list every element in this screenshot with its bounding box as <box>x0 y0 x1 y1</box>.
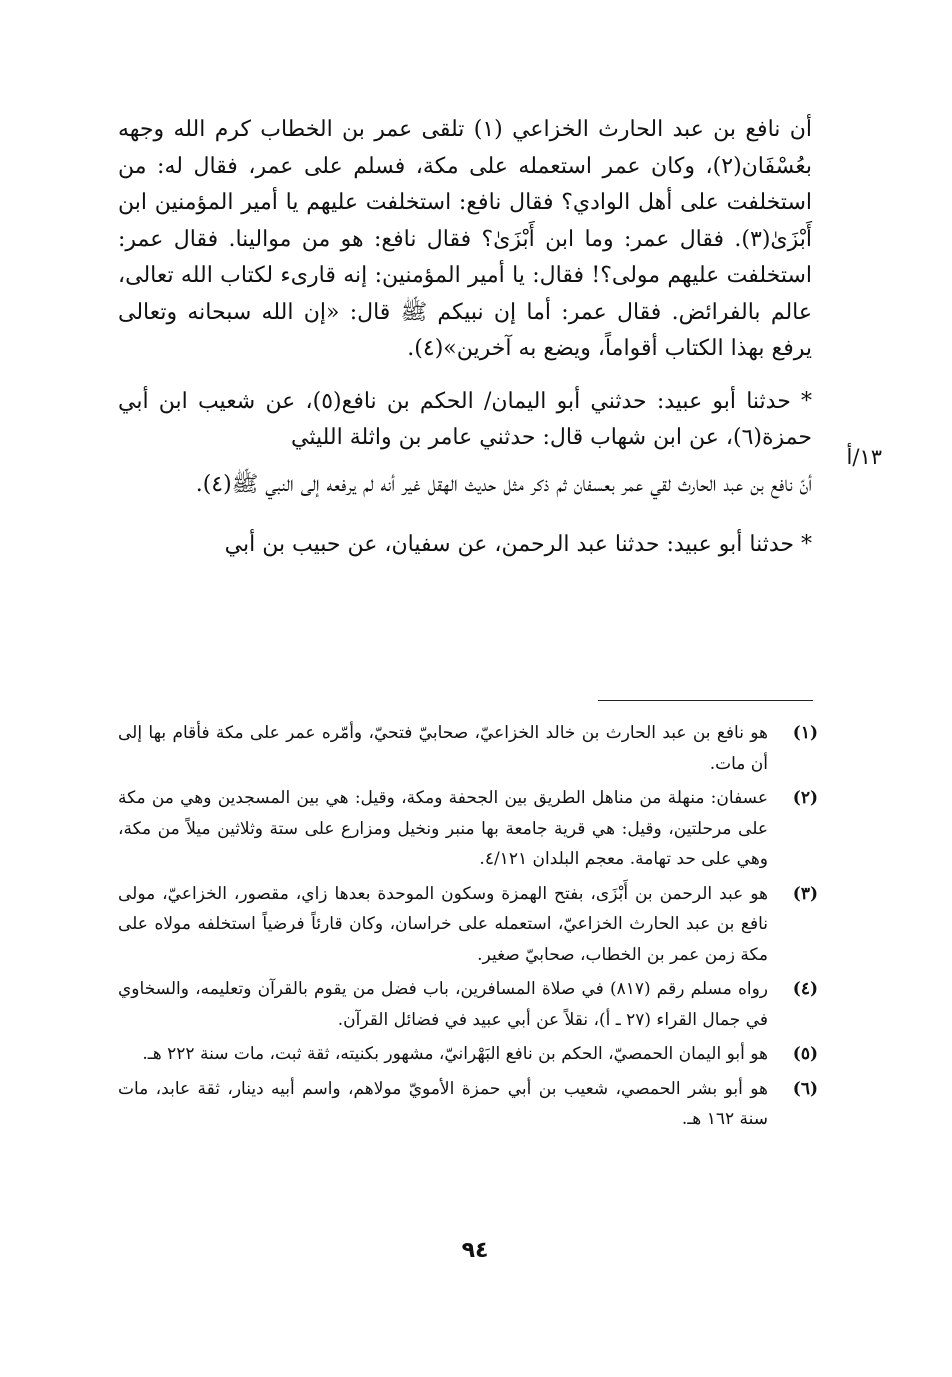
footnotes <box>118 718 818 1139</box>
footnote-number: (٢) <box>792 788 818 808</box>
footnote-text: هو نافع بن عبد الحارث بن خالد الخزاعيّ، صحابيّ فتحيّ، وأمّره عمر على مكة فأقام بها إلى أن مات. <box>118 723 768 774</box>
footnote-text: رواه مسلم رقم (٨١٧) في صلاة المسافرين، باب فضل من يقوم بالقرآن وتعليمه، والسخاوي في جمال القراء (٢٧ ـ أ)، نقلاً عن أبي عبيد في فضائل القرآن. <box>118 979 769 1030</box>
footnote-number: (٤) <box>792 979 818 999</box>
page-number: ٩٤ <box>461 1238 489 1263</box>
footnote-number: (١) <box>792 723 818 743</box>
footnote <box>118 1039 818 1070</box>
footnote <box>118 1074 818 1135</box>
manuscript-folio-note: ١٣/أ <box>846 445 882 469</box>
footnote <box>118 879 818 971</box>
footnote-number: (٥) <box>792 1044 818 1064</box>
paragraph-3: أنّ نافع بن عبد الحارث لقي عمر بعسفان ثم ذكر مثل حديث الهقل غير أنه لم يرفعه إلى النبي ﷺ(٤). <box>195 471 812 497</box>
footnote <box>118 974 818 1035</box>
main-text <box>118 112 812 564</box>
footnote-text: هو أبو بشر الحمصي، شعيب بن أبي حمزة الأمويّ مولاهم، واسم أبيه دينار، ثقة عابد، مات سنة ١٦٢ هـ. <box>118 1078 768 1129</box>
footnote-text: هو أبو اليمان الحمصيّ، الحكم بن نافع البَهْرانيّ، مشهور بكنيته، ثقة ثبت، مات سنة ٢٢٢ هـ. <box>142 1044 768 1064</box>
paragraph-1: أن نافع بن عبد الحارث الخزاعي (١) تلقى عمر بن الخطاب كرم الله وجهه بعُسْفَان(٢)، وكان عمر استعمله على مكة، فسلم على عمر، فقال له: من استخلفت على أهل الوادي؟ فقال نافع: استخلفت عليهم يا أمير المؤمنين ابن أَبْزَىٰ(٣). فقال عمر: وما ابن أَبْزَىٰ؟ فقال نافع: هو من موالينا. فقال عمر: استخلفت عليهم مولى؟! فقال: يا أمير المؤمنين: إنه قارىء لكتاب الله تعالى، عالم بالفرائض. فقال عمر: أما إن نبيكم ﷺ قال: «إن الله سبحانه وتعالى يرفع بهذا الكتاب أقواماً، ويضع به آخرين»(٤). <box>118 117 812 361</box>
footnote <box>118 783 818 875</box>
footnote-text: هو عبد الرحمن بن أَبْزَى، بفتح الهمزة وسكون الموحدة بعدها زاي، مقصور، الخزاعيّ، مولى نافع بن عبد الحارث الخزاعيّ، استعمله على خراسان، وكان قارئاً فرضياً استخلفه مولاه على مكة زمن عمر بن الخطاب، صحابيّ صغير. <box>118 883 768 965</box>
footnote-text: عسفان: منهلة من مناهل الطريق بين الجحفة ومكة، وقيل: هي بين المسجدين وهي من مكة على مرحلتين، وقيل: هي قرية جامعة بها منبر ونخيل ومزارع على ستة وثلاثين ميلاً من مكة، وهي على حد تهامة. معجم البلدان ٤/١٢١. <box>118 788 768 869</box>
paragraph-4: * حدثنا أبو عبيد: حدثنا عبد الرحمن، عن سفيان، عن حبيب بن أبي <box>224 532 812 557</box>
paragraph-2: * حدثنا أبو عبيد: حدثني أبو اليمان/ الحكم بن نافع(٥)، عن شعيب ابن أبي حمزة(٦)، عن ابن شهاب قال: حدثني عامر بن واثلة الليثي <box>118 388 812 450</box>
footnote-separator <box>598 700 813 701</box>
footnote-number: (٦) <box>792 1078 818 1099</box>
footnote-number: (٣) <box>792 883 818 904</box>
footnote <box>118 718 818 779</box>
